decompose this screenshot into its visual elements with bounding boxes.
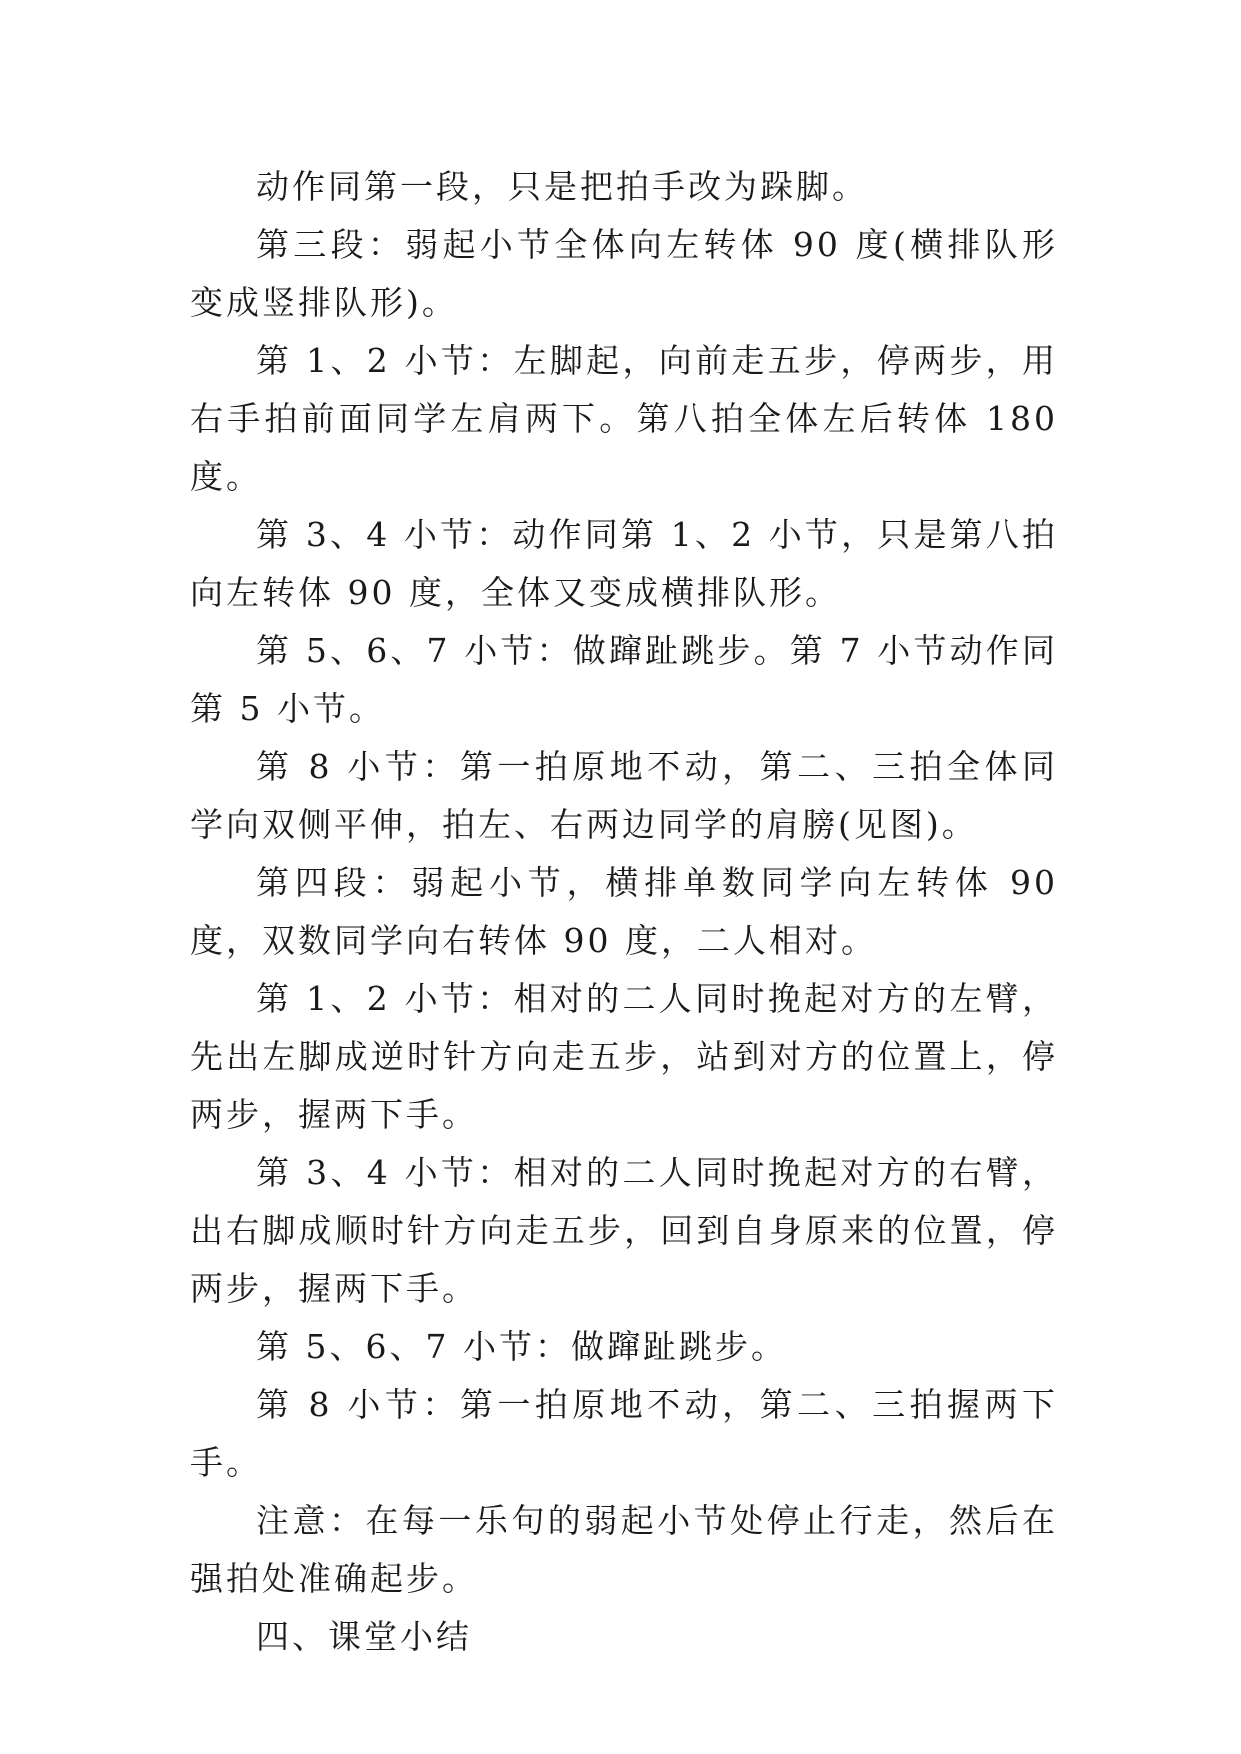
paragraph: 第 8 小节：第一拍原地不动，第二、三拍全体同学向双侧平伸，拍左、右两边同学的肩膀(见图)。 [190,747,1058,844]
paragraph: 第 5、6、7 小节：做蹿趾跳步。 [256,1327,787,1366]
paragraph: 动作同第一段，只是把拍手改为跺脚。 [256,167,868,206]
paragraph: 第四段：弱起小节，横排单数同学向左转体 90 度，双数同学向右转体 90 度，二人相对。 [190,863,1058,960]
paragraph: 注意：在每一乐句的弱起小节处停止行走，然后在强拍处准确起步。 [190,1501,1058,1598]
document-body [190,158,1058,1666]
paragraph: 第 8 小节：第一拍原地不动，第二、三拍握两下手。 [190,1385,1058,1482]
paragraph: 第 1、2 小节：相对的二人同时挽起对方的左臂，先出左脚成逆时针方向走五步，站到对方的位置上，停两步，握两下手。 [190,979,1058,1134]
paragraph: 第 5、6、7 小节：做蹿趾跳步。第 7 小节动作同第 5 小节。 [190,631,1058,728]
paragraph: 第 3、4 小节：相对的二人同时挽起对方的右臂，出右脚成顺时针方向走五步，回到自身原来的位置，停两步，握两下手。 [190,1153,1058,1308]
paragraph: 第 3、4 小节：动作同第 1、2 小节，只是第八拍向左转体 90 度，全体又变成横排队形。 [190,515,1058,612]
section-heading: 四、课堂小结 [256,1617,472,1656]
paragraph: 第 1、2 小节：左脚起，向前走五步，停两步，用右手拍前面同学左肩两下。第八拍全体左后转体 180 度。 [190,341,1058,496]
paragraph: 第三段：弱起小节全体向左转体 90 度(横排队形变成竖排队形)。 [190,225,1058,322]
